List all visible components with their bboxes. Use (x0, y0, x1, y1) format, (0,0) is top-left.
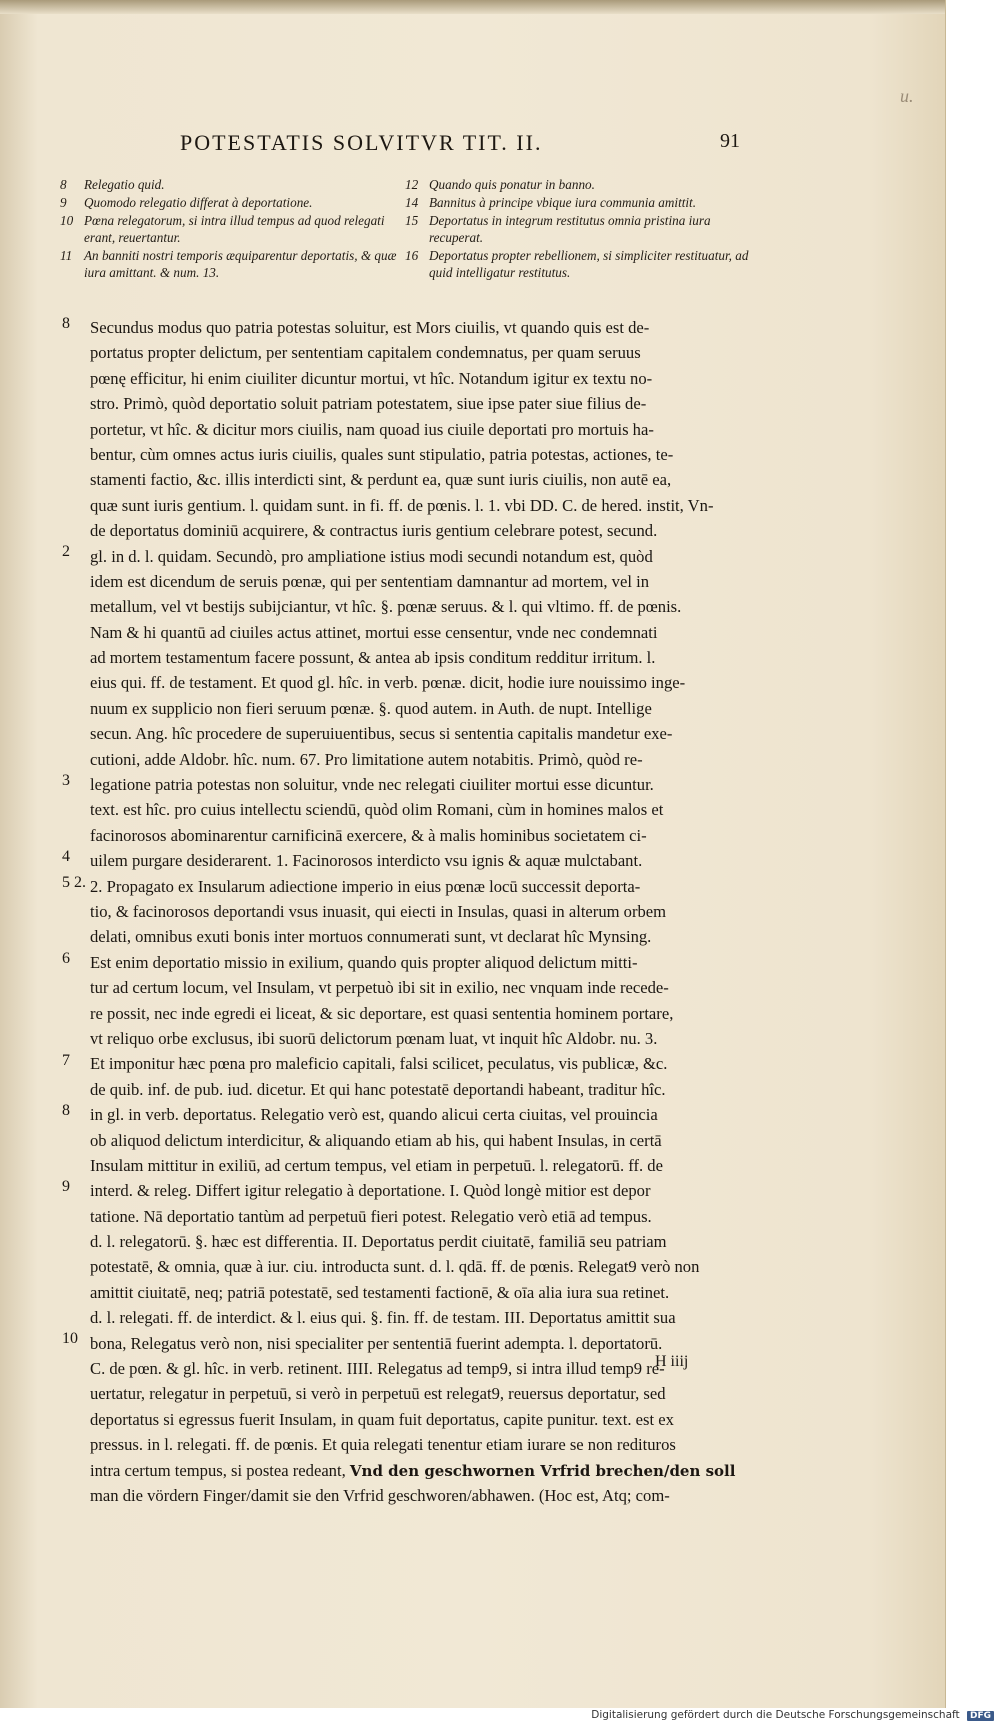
body-line: idem est dicendum de seruis pœnæ, qui per sententiam damnantur ad mortem, vel in (90, 571, 649, 591)
body-line: ob aliquod delictum interdicitur, & aliquando etiam ab his, qui habent Insulas, in certā (90, 1130, 662, 1150)
body-line: stro. Primò, quòd deportatio soluit patriam potestatem, siue ipse pater siue filius de- (90, 394, 647, 414)
summary-index-right (405, 176, 755, 282)
index-number: 16 (405, 248, 419, 263)
margin-number: 10 (62, 1330, 78, 1347)
body-line-german: man die vördern Finger/damit sie den Vrfrid geschworen/abhawen. (Hoc est, Atq; com- (90, 1485, 670, 1505)
margin-number: 6 (62, 950, 70, 967)
body-line: bentur, cùm omnes actus iuris ciuilis, quales sunt stipulatio, patria potestas, actiones, te- (90, 444, 674, 464)
margin-number: 5 2. (62, 874, 86, 891)
body-line-latin: intra certum tempus, si postea redeant, (90, 1460, 346, 1480)
summary-index-left (60, 176, 400, 282)
index-text: Relegatio quid. (84, 177, 165, 192)
index-text: Deportatus in integrum restitutus omnia pristina iura recuperat. (429, 213, 711, 245)
margin-number: 4 (62, 848, 70, 865)
index-text: Quando quis ponatur in banno. (429, 177, 595, 192)
body-line: stamenti factio, &c. illis interdicti sint, & perdunt ea, quæ sunt iuris ciuilis, non autē ea, (90, 470, 672, 490)
index-item (60, 247, 400, 281)
body-line: uilem purgare desiderarent. 1. Facinorosos interdicto vsu ignis & aquæ mulctabant. (90, 851, 643, 871)
signature-mark: H iiij (655, 1353, 689, 1370)
body-line: text. est hîc. pro cuius intellectu sciendū, quòd olim Romani, cùm in homines malos et (90, 800, 664, 820)
body-line: uertatur, relegatur in perpetuū, si verò in perpetuū est relegat9, reuersus deportatur, sed (90, 1384, 666, 1404)
body-line (90, 1458, 770, 1483)
pencil-annotation: u. (900, 86, 914, 106)
index-text: Bannitus à principe vbique iura communia amittit. (429, 195, 697, 210)
body-line: in gl. in verb. deportatus. Relegatio verò est, quando alicui certa ciuitas, vel prouincia (90, 1105, 658, 1125)
index-number: 10 (60, 213, 74, 228)
dfg-logo: DFG (967, 1711, 994, 1721)
body-line: 2. Propagato ex Insularum adiectione imperio in eius pœnæ locū successit deporta- (90, 876, 641, 896)
margin-number: 3 (62, 772, 70, 789)
body-line: portatus propter delictum, per sententiam capitalem condemnatus, per quam seruus (90, 343, 641, 363)
index-number: 8 (60, 177, 67, 192)
body-line: eius qui. ff. de testament. Et quod gl. hîc. in verb. pœnæ. dicit, hodie iure nouissimo inge- (90, 673, 686, 693)
body-line: d. l. relegati. ff. de interdict. & l. eius qui. §. fin. ff. de testam. III. Deportatus amittit sua (90, 1308, 676, 1328)
index-item (405, 212, 755, 246)
credit-text: Digitalisierung gefördert durch die Deutsche Forschungsgemeinschaft (591, 1709, 960, 1721)
body-text (90, 315, 770, 1508)
index-text: Pœna relegatorum, si intra illud tempus ad quod relegati erant, reuertantur. (84, 213, 385, 245)
body-line: facinorosos abominarentur carnificinā exercere, & à malis hominibus societatem ci- (90, 825, 647, 845)
index-item (405, 194, 755, 211)
digitization-credit (591, 1709, 994, 1721)
body-line: potestatē, & omnia, quæ à iur. ciu. introducta sunt. d. l. qdā. ff. de pœnis. Relegat9 verò non (90, 1257, 700, 1277)
index-number: 11 (60, 248, 73, 263)
margin-number: 7 (62, 1052, 70, 1069)
index-item (60, 194, 400, 211)
body-line: Insulam mittitur in exiliū, ad certum tempus, vel etiam in perpetuū. l. relegatorū. ff. de (90, 1155, 663, 1175)
folio-number: 91 (720, 130, 740, 152)
index-number: 15 (405, 213, 419, 228)
body-line: cutioni, adde Aldobr. hîc. num. 67. Pro limitatione autem notabitis. Primò, quòd re- (90, 749, 643, 769)
body-line: metallum, vel vt bestijs subijciantur, vt hîc. §. pœnæ seruus. & l. qui vltimo. ff. de pœnis. (90, 597, 682, 617)
body-line: d. l. relegatorū. §. hæc est differentia. II. Deportatus perdit ciuitatē, familiā seu patriam (90, 1232, 667, 1252)
body-line: C. de pœn. & gl. hîc. in verb. retinent. IIII. Relegatus ad temp9, si intra illud temp9 re- (90, 1359, 665, 1379)
body-line: re possit, nec inde egredi ei liceat, & sic deportare, est quasi sententia hominem portare, (90, 1003, 674, 1023)
margin-number: 9 (62, 1178, 70, 1195)
body-line: ad mortem testamentum facere possunt, & antea ab ipsis conditum redditur irritum. l. (90, 648, 656, 668)
german-inline: Vnd den geschwornen Vrfrid brechen/den soll (349, 1461, 736, 1480)
index-number: 14 (405, 195, 419, 210)
body-line: pœnę efficitur, hi enim ciuiliter dicuntur mortui, vt hîc. Notandum igitur ex textu no- (90, 368, 653, 388)
margin-number: 8 (62, 315, 70, 332)
index-text: Deportatus propter rebellionem, si simpliciter restituatur, ad quid intelligatur restitutus. (429, 248, 749, 280)
page-top-edge (0, 0, 945, 14)
body-line: nuum ex supplicio non fieri seruum pœnæ. §. quod autem. in Auth. de nupt. Intellige (90, 698, 652, 718)
body-line: portetur, vt hîc. & dicitur mors ciuilis, nam quoad ius ciuile deportati pro mortuis ha- (90, 419, 654, 439)
body-line: secun. Ang. hîc procedere de superuiuentibus, secus si sententia capitalis mandetur exe- (90, 724, 673, 744)
body-line: legatione patria potestas non soluitur, vnde nec relegati ciuiliter mortui esse dicuntur. (90, 775, 654, 795)
index-number: 9 (60, 195, 67, 210)
body-line: Est enim deportatio missio in exilium, quando quis propter aliquod delictum mitti- (90, 952, 638, 972)
body-line: pressus. in l. relegati. ff. de pœnis. Et quia relegati tenentur etiam iurare se non redituros (90, 1435, 676, 1455)
body-line: deportatus si egressus fuerit Insulam, in quam fuit deportatus, capite punitur. text. est ex (90, 1409, 674, 1429)
right-gutter (946, 0, 1000, 1708)
body-line: amittit ciuitatē, neq; patriā potestatē, sed testamenti factionē, & oīa alia iura sua retinet. (90, 1282, 670, 1302)
body-line: tur ad certum locum, vel Insulam, vt perpetuò ibi sit in exilio, nec vnquam inde recede- (90, 978, 669, 998)
body-line: interd. & releg. Differt igitur relegatio à deportatione. I. Quòd longè mitior est depor (90, 1181, 651, 1201)
body-line: gl. in d. l. quidam. Secundò, pro ampliatione istius modi secundi notandum est, quòd (90, 546, 653, 566)
index-item (60, 176, 400, 193)
body-line: bona, Relegatus verò non, nisi specialiter per sententiā fuerint adempta. l. deportatorū. (90, 1333, 663, 1353)
body-line: de quib. inf. de pub. iud. dicetur. Et qui hanc potestatē deportandi habeant, traditur hîc. (90, 1079, 666, 1099)
body-line: delati, omnibus exuti bonis inter mortuos connumerati sunt, vt declarat hîc Mynsing. (90, 927, 652, 947)
index-item (60, 212, 400, 246)
body-line: quæ sunt iuris gentium. l. quidam sunt. in fi. ff. de pœnis. l. 1. vbi DD. C. de hered. instit, Vn- (90, 495, 714, 515)
running-head: POTESTATIS SOLVITVR TIT. II. (180, 130, 543, 155)
index-item (405, 247, 755, 281)
body-line: tio, & facinorosos deportandi vsus inuasit, qui eiecti in Insulas, quasi in alterum orbem (90, 901, 667, 921)
body-line: vt reliquo orbe exclusus, ibi suorū delictorum pœnam luat, vt inquit hîc Aldobr. nu. 3. (90, 1028, 658, 1048)
body-line: tatione. Nā deportatio tantùm ad perpetuū fieri potest. Relegatio verò etiā ad tempus. (90, 1206, 652, 1226)
index-item (405, 176, 755, 193)
margin-number: 2 (62, 543, 70, 560)
body-line: de deportatus dominiū acquirere, & contractus iuris gentium celebrare potest, secund. (90, 521, 658, 541)
index-text: An banniti nostri temporis æquiparentur deportatis, & quæ iura amittant. & num. 13. (84, 248, 397, 280)
index-number: 12 (405, 177, 419, 192)
body-line: Et imponitur hæc pœna pro maleficio capitali, falsi scilicet, peculatus, vis publicæ, &c. (90, 1054, 668, 1074)
index-text: Quomodo relegatio differat à deportatione. (84, 195, 313, 210)
margin-number: 8 (62, 1102, 70, 1119)
body-line: Nam & hi quantū ad ciuiles actus attinet, mortui esse censentur, vnde nec condemnati (90, 622, 658, 642)
body-line: Secundus modus quo patria potestas soluitur, est Mors ciuilis, vt quando quis est de- (90, 318, 650, 337)
